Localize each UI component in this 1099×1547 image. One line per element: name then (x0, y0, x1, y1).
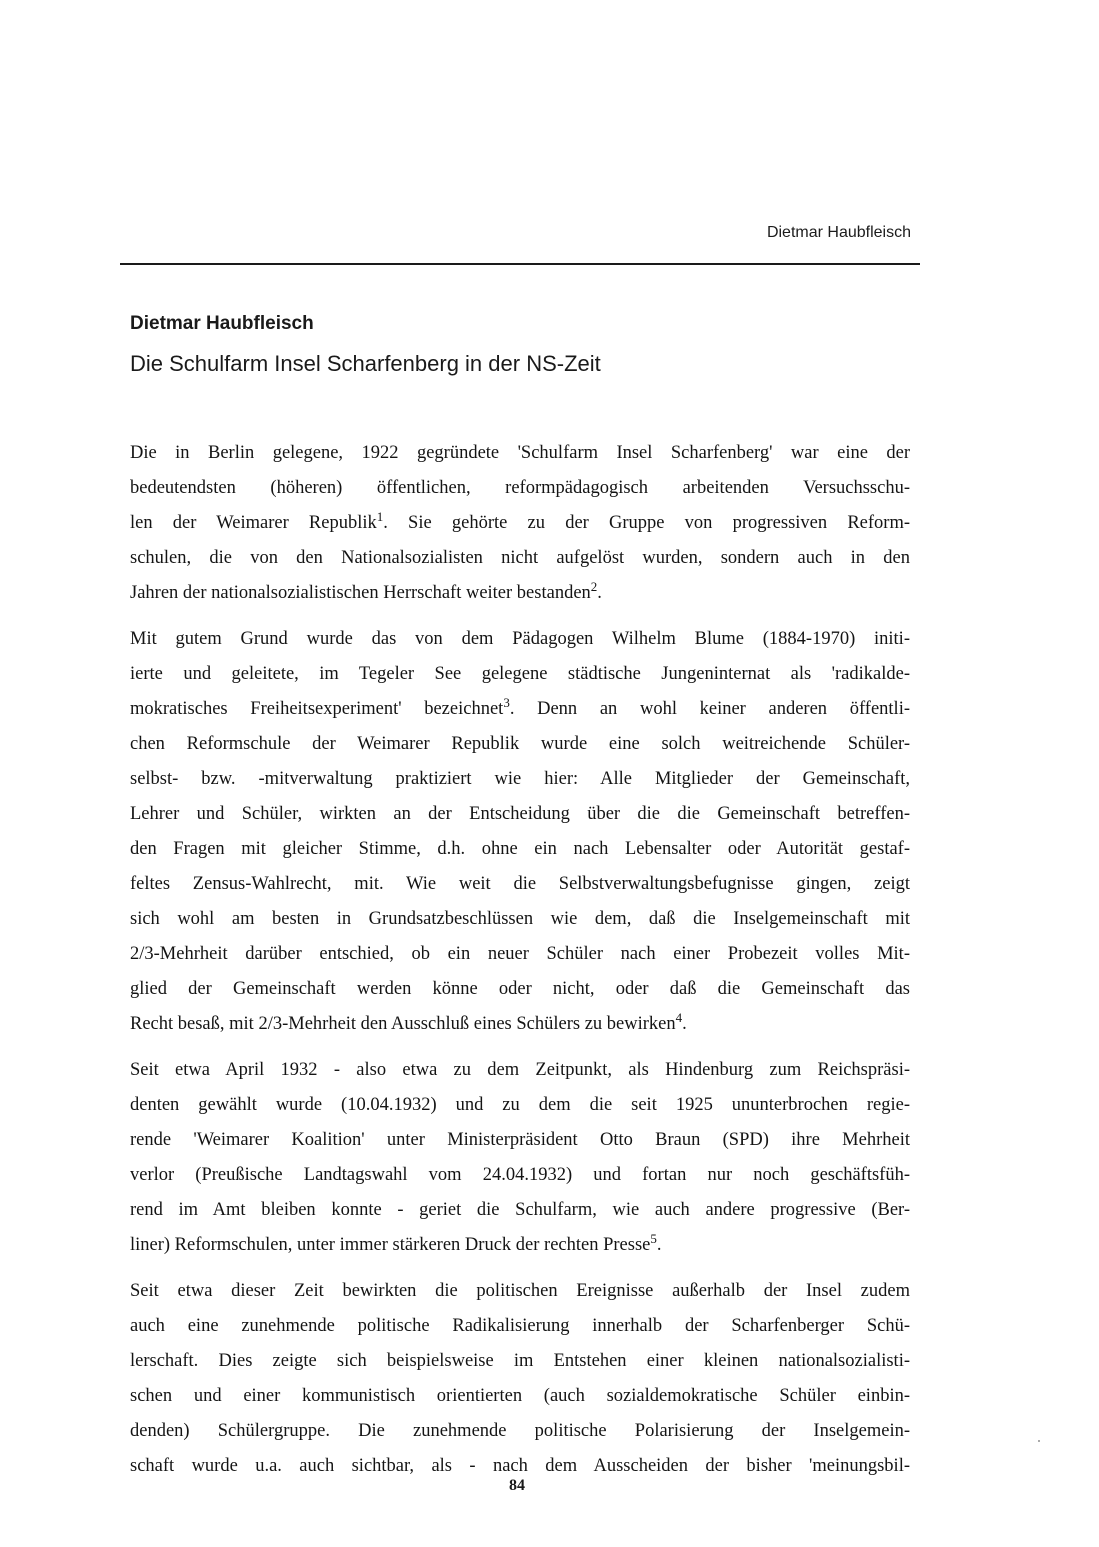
footnote-marker: 4 (675, 1010, 683, 1025)
text-line: Die in Berlin gelegene, 1922 gegründete 'Schulfarm Insel Scharfenberg' war eine der (130, 443, 910, 463)
text-line: denten gewählt wurde (10.04.1932) und zu dem die seit 1925 ununterbrochen regie- (130, 1095, 910, 1115)
footnote-marker: 5 (650, 1231, 657, 1246)
text-line: Recht besaß, mit 2/3-Mehrheit den Ausschluß eines Schülers zu bewirken$^4$. (130, 1010, 687, 1034)
text-line: chen Reformschule der Weimarer Republik wurde eine solch weitreichende Schüler- (130, 734, 910, 754)
text-line: 2/3-Mehrheit darüber entschied, ob ein neuer Schüler nach einer Probezeit volles Mit- (130, 944, 910, 964)
footnote-marker: 2 (590, 579, 598, 594)
paragraph (130, 436, 910, 611)
text-line: lerschaft. Dies zeigte sich beispielsweise im Entstehen einer kleinen nationalsozialisti- (130, 1351, 910, 1371)
text-line: schulen, die von den Nationalsozialisten nicht aufgelöst wurden, sondern auch in den (130, 548, 910, 568)
text-line: len der Weimarer Republik$^1$. Sie gehörte zu der Gruppe von progressiven Reform- (130, 509, 910, 533)
running-head: Dietmar Haubfleisch (766, 224, 911, 241)
text-line: feltes Zensus-Wahlrecht, mit. Wie weit die Selbstverwaltungsbefugnisse gingen, zeigt (130, 874, 910, 894)
text-line: Jahren der nationalsozialistischen Herrschaft weiter bestanden$^2$. (130, 579, 602, 603)
text-line: rend im Amt bleiben konnte - geriet die Schulfarm, wie auch andere progressive (Ber- (130, 1200, 910, 1220)
paragraph (130, 1274, 910, 1484)
text-line: auch eine zunehmende politische Radikalisierung innerhalb der Scharfenberger Schü- (130, 1316, 910, 1336)
text-line: mokratisches Freiheitsexperiment' bezeichnet$^3$. Denn an wohl keiner anderen öffentli- (130, 695, 910, 719)
text-line: liner) Reformschulen, unter immer stärkeren Druck der rechten Presse$^5$. (130, 1231, 662, 1255)
text-line: rende 'Weimarer Koalition' unter Ministerpräsident Otto Braun (SPD) ihre Mehrheit (130, 1130, 910, 1150)
text-line: den Fragen mit gleicher Stimme, d.h. ohne ein nach Lebensalter oder Autorität gestaf- (130, 839, 910, 859)
text-line: Mit gutem Grund wurde das von dem Pädagogen Wilhelm Blume (1884-1970) initi- (130, 629, 910, 649)
text-line: selbst- bzw. -mitverwaltung praktiziert wie hier: Alle Mitglieder der Gemeinschaft, (130, 769, 910, 789)
header-rule (120, 263, 920, 265)
article-title: Die Schulfarm Insel Scharfenberg in der NS-Zeit (130, 351, 601, 376)
text-line: sich wohl am besten in Grundsatzbeschlüssen wie dem, daß die Inselgemeinschaft mit (130, 909, 910, 929)
body-text (130, 436, 910, 1495)
text-line: Lehrer und Schüler, wirkten an der Entscheidung über die die Gemeinschaft betreffen- (130, 804, 910, 824)
scan-speck (1038, 1440, 1040, 1442)
page-number: 84 (509, 1477, 525, 1494)
text-line: verlor (Preußische Landtagswahl vom 24.04.1932) und fortan nur noch geschäftsfüh- (130, 1165, 910, 1185)
text-line: schen und einer kommunistisch orientierten (auch sozialdemokratische Schüler einbin- (130, 1386, 910, 1406)
article-author: Dietmar Haubfleisch (130, 313, 314, 334)
text-line: ierte und geleitete, im Tegeler See gelegene städtische Jungeninternat als 'radikalde- (130, 664, 910, 684)
footnote-marker: 1 (376, 509, 384, 524)
text-line: bedeutendsten (höheren) öffentlichen, reformpädagogisch arbeitenden Versuchsschu- (130, 478, 910, 498)
footnote-marker: 3 (503, 695, 510, 710)
paragraph (130, 622, 910, 1042)
text-line: schaft wurde u.a. auch sichtbar, als - nach dem Ausscheiden der bisher 'meinungsbil- (130, 1456, 910, 1476)
text-line: Seit etwa dieser Zeit bewirkten die politischen Ereignisse außerhalb der Insel zudem (130, 1281, 910, 1301)
text-line: glied der Gemeinschaft werden könne oder nicht, oder daß die Gemeinschaft das (130, 979, 910, 999)
text-line: denden) Schülergruppe. Die zunehmende politische Polarisierung der Inselgemein- (130, 1421, 910, 1441)
paragraph (130, 1053, 910, 1263)
text-line: Seit etwa April 1932 - also etwa zu dem Zeitpunkt, als Hindenburg zum Reichspräsi- (130, 1060, 910, 1080)
